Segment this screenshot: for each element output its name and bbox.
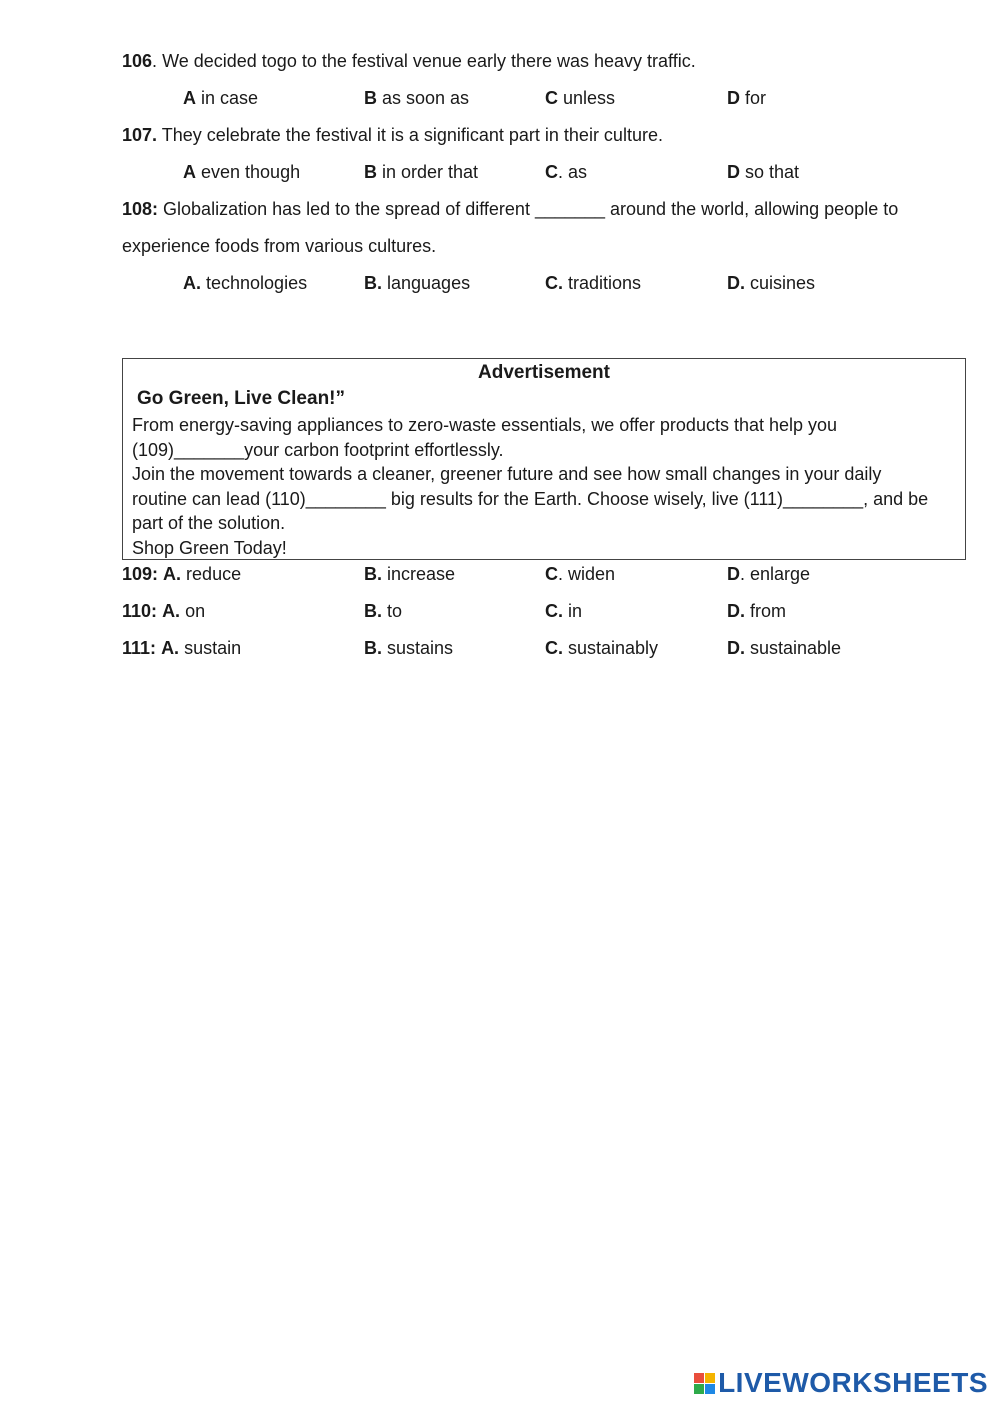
option-c[interactable]: C. as xyxy=(545,162,588,182)
advertisement-line: part of the solution. xyxy=(132,513,286,533)
logo-text: LIVEWORKSHEETS xyxy=(718,1367,988,1398)
option-d[interactable]: D for xyxy=(727,88,767,108)
option-b[interactable]: B in order that xyxy=(364,162,479,182)
question-text: Globalization has led to the spread of different _______ around the world, allowing people to xyxy=(158,199,899,219)
question-108 xyxy=(122,199,898,220)
options-106 xyxy=(0,88,1000,112)
option-c[interactable]: C. in xyxy=(545,601,583,621)
option-d[interactable]: D. enlarge xyxy=(727,564,811,584)
option-d[interactable]: D. from xyxy=(727,601,787,621)
logo-square xyxy=(694,1373,704,1383)
option-a[interactable]: A even though xyxy=(183,162,301,182)
advertisement-line: From energy-saving appliances to zero-waste essentials, we offer products that help you xyxy=(132,415,838,435)
option-b[interactable]: B. sustains xyxy=(364,638,454,658)
option-d[interactable]: D so that xyxy=(727,162,800,182)
option-a[interactable]: A in case xyxy=(183,88,259,108)
option-c[interactable]: C. sustainably xyxy=(545,638,659,658)
advertisement-line: (109)_______your carbon footprint effortlessly. xyxy=(132,440,504,460)
advertisement-line: routine can lead (110)________ big results for the Earth. Choose wisely, live (111)________, and be xyxy=(132,489,929,509)
option-a[interactable]: A. technologies xyxy=(183,273,308,293)
logo-square xyxy=(694,1384,704,1394)
question-107 xyxy=(122,125,663,146)
option-b[interactable]: B. languages xyxy=(364,273,471,293)
option-a[interactable]: 110: A. on xyxy=(122,601,206,621)
option-d[interactable]: D. cuisines xyxy=(727,273,816,293)
options-110 xyxy=(0,601,1000,625)
question-108-line2: experience foods from various cultures. xyxy=(122,236,437,256)
logo-square xyxy=(705,1373,715,1383)
option-b[interactable]: B. increase xyxy=(364,564,456,584)
option-c[interactable]: C. widen xyxy=(545,564,616,584)
option-c[interactable]: C. traditions xyxy=(545,273,642,293)
question-106: 106. We decided togo to the festival venue early there was heavy traffic. xyxy=(122,51,696,71)
advertisement-box xyxy=(122,358,966,560)
logo-square xyxy=(705,1384,715,1394)
question-number: 108: xyxy=(122,199,159,219)
options-108 xyxy=(0,273,1000,297)
option-b[interactable]: B. to xyxy=(364,601,403,621)
advertisement-title: Advertisement xyxy=(478,362,610,383)
logo-icon xyxy=(694,1373,715,1394)
options-111 xyxy=(0,638,1000,662)
advertisement-line: Shop Green Today! xyxy=(132,538,287,558)
option-d[interactable]: D. sustainable xyxy=(727,638,842,658)
question-text: They celebrate the festival it is a significant part in their culture. xyxy=(157,125,663,145)
options-109 xyxy=(0,564,1000,588)
question-text: We decided togo to the festival venue early there was heavy traffic. xyxy=(157,51,696,71)
option-a[interactable]: 111: A. sustain xyxy=(122,638,242,658)
question-number: 106 xyxy=(122,51,153,71)
advertisement-line: Join the movement towards a cleaner, greener future and see how small changes in your daily xyxy=(132,464,882,484)
question-number: 107. xyxy=(122,125,158,145)
option-b[interactable]: B as soon as xyxy=(364,88,470,108)
option-c[interactable]: C unless xyxy=(545,88,616,108)
option-a[interactable]: 109: A. reduce xyxy=(122,564,242,584)
options-107 xyxy=(0,162,1000,186)
advertisement-slogan: Go Green, Live Clean!” xyxy=(137,388,345,409)
liveworksheets-logo[interactable] xyxy=(694,1367,988,1399)
